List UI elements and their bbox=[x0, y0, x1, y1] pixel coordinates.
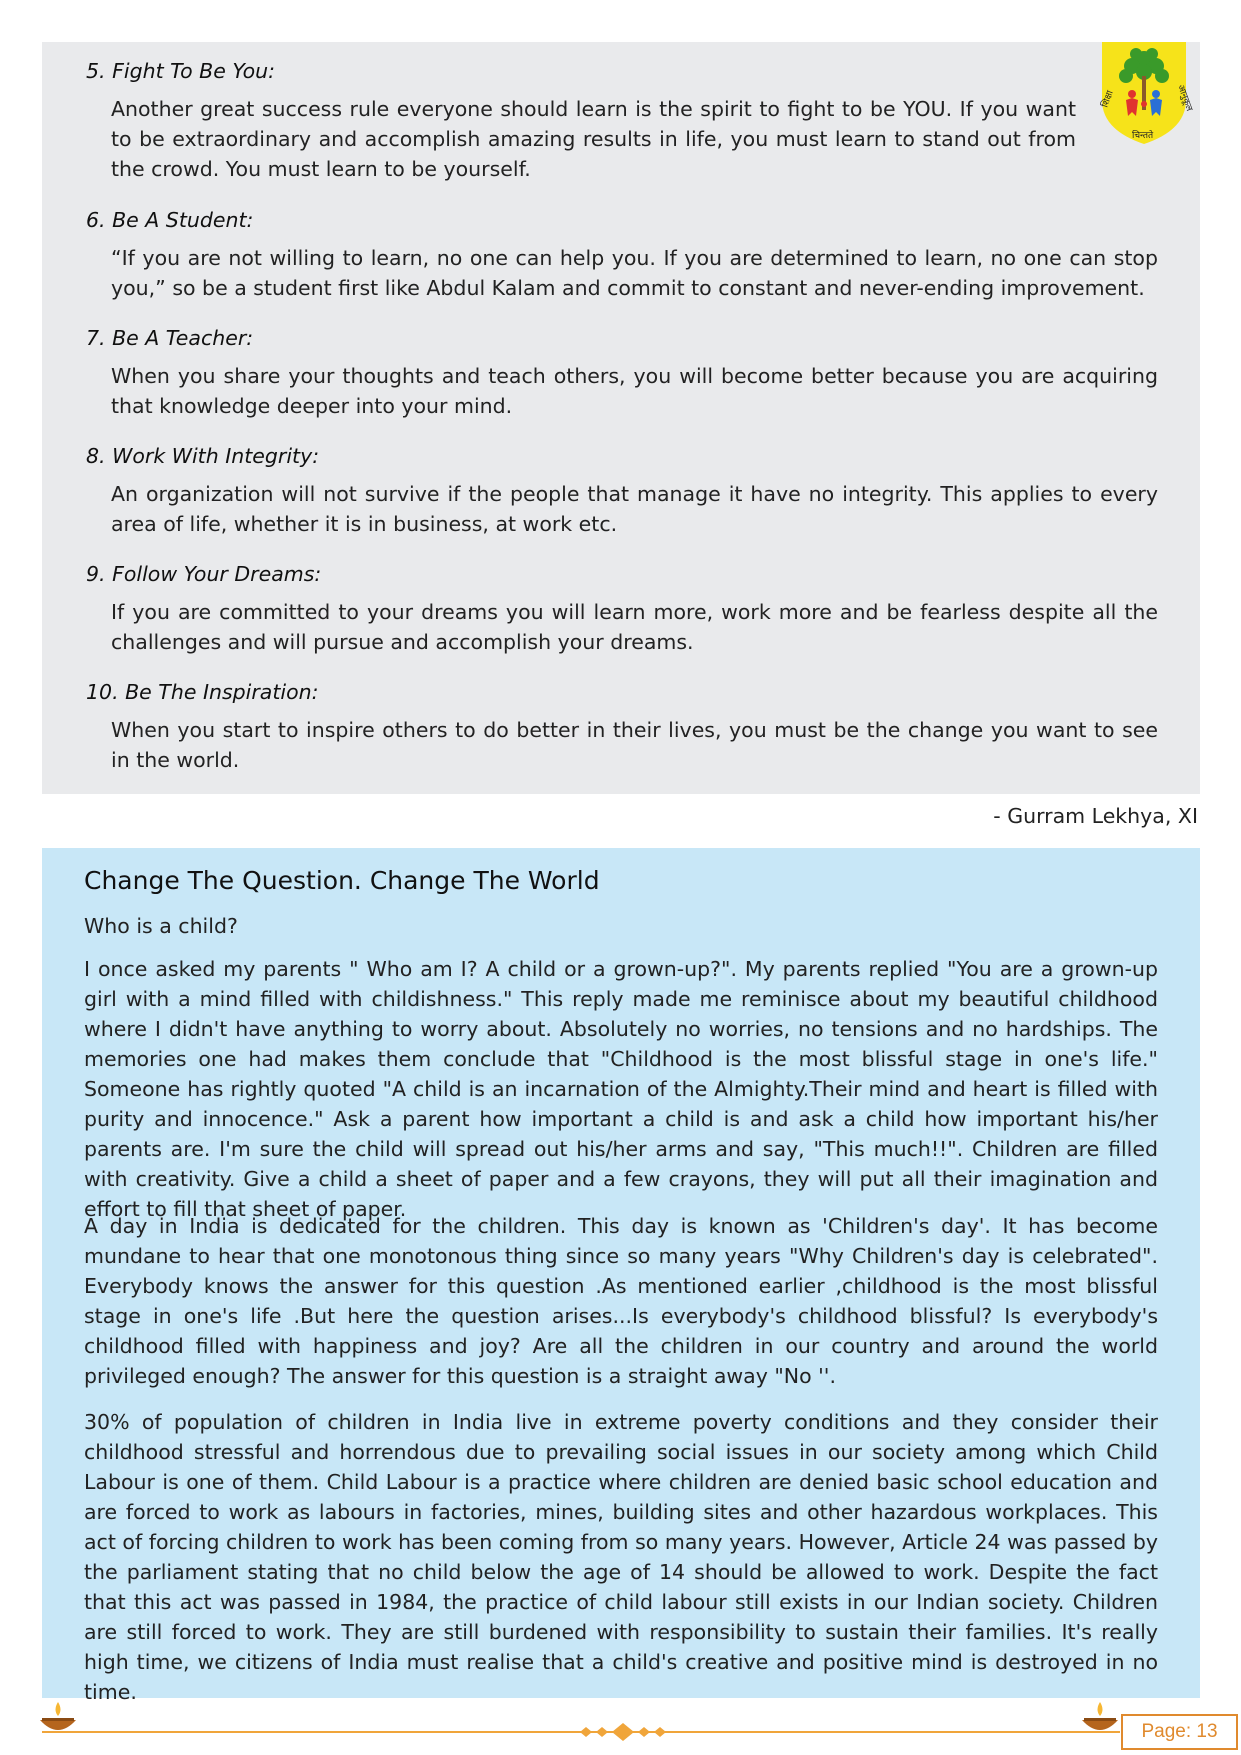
tip-item bbox=[86, 207, 1158, 303]
tip-item bbox=[86, 679, 1158, 775]
article-paragraph: A day in India is dedicated for the children. This day is known as 'Children's day'. It has become mundane to hear that one monotonous thing since so many years "Why Children's day is celebrated". Everybody knows the answer for this question .As mentioned earlier ,childhood is the most blissful stage in one's life .But here the question arises...Is everybody's childhood blissful? Is everybody's childhood filled with happiness and joy? Are all the children in our country and around the world privileged enough? The answer for this question is a straight away "No ''. bbox=[84, 1214, 1158, 1388]
author-attribution: - Gurram Lekhya, XI bbox=[993, 804, 1198, 828]
tip-text: When you start to inspire others to do better in their lives, you must be the change you want to see in the world. bbox=[111, 718, 1158, 772]
page-number: Page: 13 bbox=[1121, 1714, 1238, 1750]
tip-title: 8. Work With Integrity: bbox=[86, 444, 320, 468]
diya-lamp-icon bbox=[1080, 1700, 1120, 1736]
tip-item bbox=[86, 325, 1158, 421]
svg-text:आनुकूल: आनुकूल bbox=[1175, 83, 1194, 113]
svg-text:चिन्तते: चिन्तते bbox=[1132, 131, 1154, 141]
tip-text: When you share your thoughts and teach others, you will become better because you are acquiring that knowledge deeper into your mind. bbox=[111, 364, 1158, 418]
ornament-divider-icon bbox=[570, 1722, 676, 1742]
article-subtitle: Who is a child? bbox=[84, 914, 238, 938]
tip-text: “If you are not willing to learn, no one can help you. If you are determined to learn, no one can stop you,” so be a student first like Abdul Kalam and commit to constant and never-ending improvement. bbox=[111, 246, 1158, 300]
tip-text: If you are committed to your dreams you will learn more, work more and be fearless despite all the challenges and will pursue and accomplish your dreams. bbox=[111, 600, 1158, 654]
diya-lamp-icon bbox=[38, 1700, 78, 1736]
tip-item bbox=[86, 58, 1158, 184]
tip-text: An organization will not survive if the people that manage it have no integrity. This applies to every area of life, whether it is in business, at work etc. bbox=[111, 482, 1158, 536]
article-title: Change The Question. Change The World bbox=[84, 866, 600, 895]
article-paragraph: 30% of population of children in India live in extreme poverty conditions and they consider their childhood stressful and horrendous due to prevailing social issues in our society among which Child Labour is one of them. Child Labour is a practice where children are denied basic school education and are forced to work as labours in factories, mines, building sites and other hazardous workplaces. This act of forcing children to work has been coming from so many years. However, Article 24 was passed by the parliament stating that no child below the age of 14 should be allowed to work. Despite the fact that this act was passed in 1984, the practice of child labour still exists in our Indian society. Children are still forced to work. They are still burdened with responsibility to sustain their families. It's really high time, we citizens of India must realise that a child's creative and positive mind is destroyed in no time. bbox=[84, 1410, 1158, 1704]
tip-title: 6. Be A Student: bbox=[86, 208, 254, 232]
tip-title: 5. Fight To Be You: bbox=[86, 59, 276, 83]
article-paragraph: I once asked my parents " Who am I? A child or a grown-up?". My parents replied "You are a grown-up girl with a mind filled with childishness." This reply made me reminisce about my beautiful childhood where I didn't have anything to worry about. Absolutely no worries, no tensions and no hardships. The memories one had makes them conclude that "Childhood is the most blissful stage in one's life." Someone has rightly quoted "A child is an incarnation of the Almighty.Their mind and heart is filled with purity and innocence." Ask a parent how important a child is and ask a child how important his/her parents are. I'm sure the child will spread out his/her arms and say, "This much!!". Children are filled with creativity. Give a child a sheet of paper and a few crayons, they will put all their imagination and effort to fill that sheet of paper. bbox=[84, 957, 1158, 1221]
tip-title: 7. Be A Teacher: bbox=[86, 326, 254, 350]
svg-text:शिक्षा: शिक्षा bbox=[1100, 89, 1116, 110]
tip-title: 10. Be The Inspiration: bbox=[86, 680, 319, 704]
tip-item bbox=[86, 561, 1158, 657]
tip-text: Another great success rule everyone should learn is the spirit to fight to be YOU. If you want to be extraordinary and accomplish amazing results in life, you must learn to stand out from the crowd. You must learn to be yourself. bbox=[111, 97, 1076, 181]
tip-item bbox=[86, 443, 1158, 539]
tip-title: 9. Follow Your Dreams: bbox=[86, 562, 322, 586]
